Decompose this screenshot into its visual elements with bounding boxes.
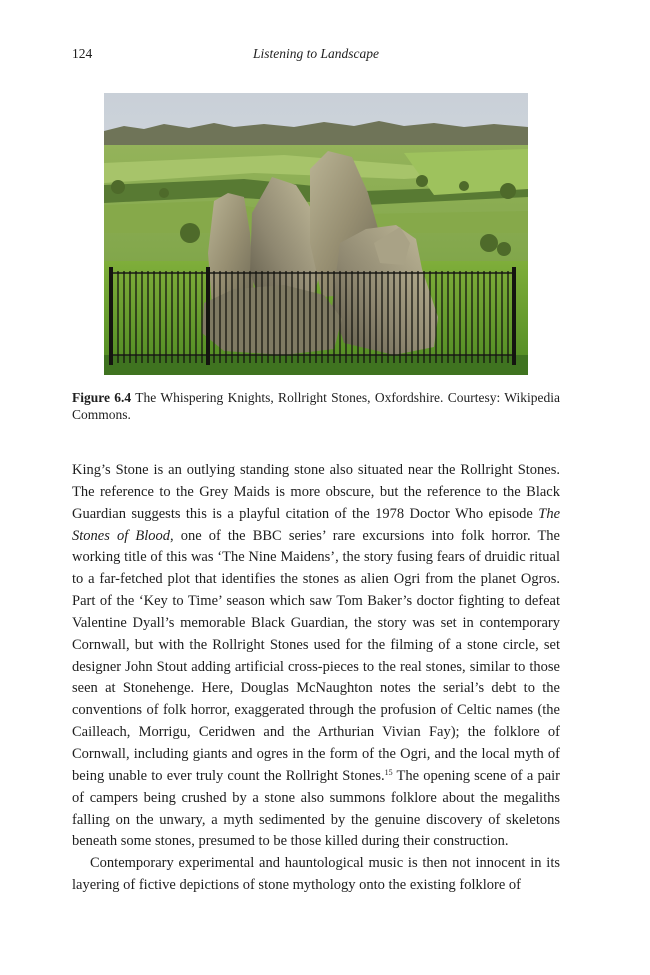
- caption-text: The Whispering Knights, Rollright Stones, Oxfordshire. Courtesy: Wikipedia Commons.: [72, 390, 560, 422]
- page-number: 124: [72, 46, 93, 61]
- footnote-reference[interactable]: 15: [384, 767, 393, 777]
- body-text: [72, 460, 560, 897]
- paragraph: [72, 460, 560, 853]
- running-title: Listening to Landscape: [252, 46, 379, 61]
- figure-label: Figure 6.4: [72, 390, 132, 405]
- paragraph-text: , one of the BBC series’ rare excursions into folk horror. The working title of this was ‘The Nine Maidens’, the story fusing fears of druidic ritual to a far-fetched plot that identifies the stones as alien Ogri from the planet Ogros. Part of the ‘Key to Time’ season which saw Tom Baker’s doctor fighting to defeat Valentine Dyall’s memorable Black Guardian, the story was set in contemporary Cornwall, but with the Rollright Stones used for the filming of a stone circle, set designer John Stout adding artificial cross-pieces to the real stones, similar to those seen at Stonehenge. Here, Douglas McNaughton notes the serial’s debt to the conventions of folk horror, exaggerated through the profusion of Celtic names (the Cailleach, Morrigu, Ceridwen and the Arthurian Vivian Fay); the folklore of Cornwall, including giants and ogres in the form of the Ogri, and the local myth of being unable to ever truly count the Rollright Stones.: [72, 527, 560, 784]
- paragraph-text: King’s Stone is an outlying standing stone also situated near the Rollright Stones. The reference to the Grey Maids is more obscure, but the reference to the Black Guardian suggests this is a playful citation of the 1978 Doctor Who episode: [72, 462, 560, 522]
- paragraph-text: The opening scene of a pair of campers being crushed by a stone also summons folklore about the megaliths falling on the unwary, a myth sedimented by the genuine discovery of skeletons beneath some stones, presumed to be those killed during their construction.: [72, 767, 560, 850]
- running-head: [72, 46, 560, 64]
- paragraph: Contemporary experimental and hauntological music is then not innocent in its layering of fictive depictions of stone mythology onto the existing folklore of: [72, 855, 560, 894]
- figure-caption: [72, 389, 560, 423]
- episode-title: The Stones of Blood: [72, 505, 560, 544]
- figure-photo: [104, 93, 528, 375]
